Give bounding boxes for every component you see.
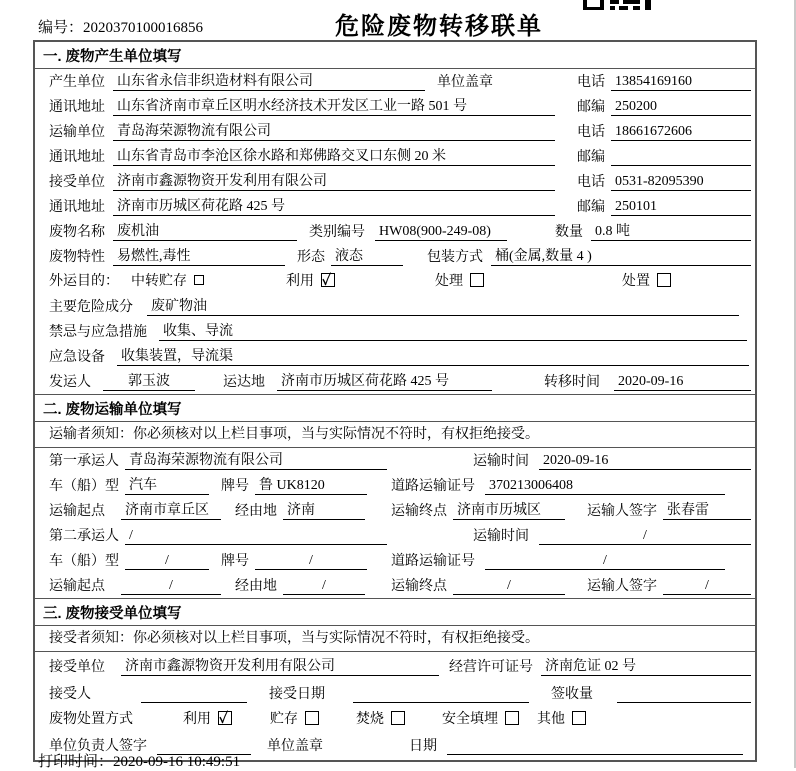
purpose-option-utilize [286, 270, 335, 290]
form-table [33, 40, 757, 762]
producer-value: 山东省永信非织造材料有限公司 [113, 70, 425, 91]
zip-label: 邮编 [577, 100, 605, 115]
phone-label: 电话 [577, 175, 605, 190]
checkbox-label: 利用 [286, 274, 314, 289]
disposal-method-row [35, 706, 755, 733]
checkbox-other-icon [572, 711, 586, 725]
second-carrier-row [35, 523, 755, 548]
sign-quantity-value [617, 686, 751, 703]
origin-value: 济南市章丘区 [121, 499, 221, 520]
checkbox-landfill-icon [505, 711, 519, 725]
date-label: 日期 [409, 739, 437, 754]
end-label: 运输终点 [391, 504, 447, 519]
origin-label: 运输起点 [49, 504, 105, 519]
waste-character-row [35, 244, 755, 269]
route-row-1 [35, 498, 755, 523]
checkbox-label: 处置 [622, 274, 650, 289]
transporter-address-row [35, 144, 755, 169]
vehicle-row-1 [35, 473, 755, 498]
second-carrier-value: / [125, 528, 387, 545]
business-license-label: 经营许可证号 [449, 660, 533, 675]
via-value: 济南 [283, 499, 365, 520]
phone-label: 电话 [577, 125, 605, 140]
address-value: 山东省济南市章丘区明水经济技术开发区工业一路 501 号 [113, 95, 555, 116]
end-value: 济南市历城区 [453, 499, 565, 520]
zip-value: 250200 [611, 99, 751, 116]
sign-quantity-label: 签收量 [551, 687, 593, 702]
waste-name-row [35, 219, 755, 244]
hazard-value: 废矿物油 [147, 295, 739, 316]
second-carrier-label: 第二承运人 [49, 529, 119, 544]
print-time-value: 2020-09-16 10:49:51 [113, 754, 241, 770]
hazard-label: 主要危险成分 [49, 300, 133, 315]
sender-row [35, 369, 755, 394]
purpose-row [35, 269, 755, 294]
zip-value: 250101 [611, 199, 751, 216]
checkbox-label: 中转贮存 [131, 274, 187, 289]
unit-seal-label: 单位盖章 [437, 75, 493, 90]
purpose-label: 外运目的： [49, 274, 119, 289]
disposal-option-incinerate [356, 708, 405, 728]
transport-time-label: 运输时间 [473, 529, 529, 544]
disposal-option-landfill [442, 708, 519, 728]
disposal-option-store [270, 708, 319, 728]
transport-time-label: 运输时间 [473, 454, 529, 469]
transporter-row [35, 119, 755, 144]
transport-time-value: 2020-09-16 [539, 453, 751, 470]
checkbox-label: 安全填埋 [442, 712, 498, 727]
via-value: / [283, 578, 365, 595]
leader-sign-label: 单位负责人签字 [49, 739, 147, 754]
date-value [447, 738, 743, 755]
equipment-value: 收集装置，导流渠 [117, 345, 749, 366]
taboo-label: 禁忌与应急措施 [49, 325, 147, 340]
quantity-value: 0.8 吨 [591, 220, 751, 241]
phone-value: 0531-82095390 [611, 174, 751, 191]
accept-person-value [141, 686, 247, 703]
transporter-label: 运输单位 [49, 125, 105, 140]
section3-heading: 三. 废物接受单位填写 [35, 598, 755, 626]
plate-value: / [255, 553, 367, 570]
receiver-notice: 接受者须知：你必须核对以上栏目事项，当与实际情况不符时，有权拒绝接受。 [35, 626, 755, 652]
zip-value [611, 149, 751, 166]
destination-label: 运达地 [223, 375, 265, 390]
phone-label: 电话 [577, 75, 605, 90]
purpose-option-transfer-storage [131, 270, 204, 290]
address-label: 通讯地址 [49, 100, 105, 115]
sender-label: 发运人 [49, 375, 91, 390]
category-label: 类别编号 [309, 225, 365, 240]
end-value: / [453, 578, 565, 595]
vehicle-type-value: 汽车 [125, 474, 209, 495]
destination-value: 济南市历城区荷花路 425 号 [277, 370, 492, 391]
checkbox-label: 贮存 [270, 712, 298, 727]
vehicle-row-2 [35, 548, 755, 573]
receiver-value: 济南市鑫源物资开发利用有限公司 [113, 170, 555, 191]
checkbox-label: 处理 [435, 274, 463, 289]
address-value: 山东省青岛市李沧区徐水路和郑佛路交叉口东侧 20 米 [113, 145, 555, 166]
road-license-label: 道路运输证号 [391, 554, 475, 569]
plate-value: 鲁 UK8120 [255, 474, 367, 495]
checkbox-dispose-icon [657, 273, 671, 287]
carrier-sign-value: 张春雷 [663, 499, 751, 520]
form-header [0, 0, 794, 40]
equipment-label: 应急设备 [49, 350, 105, 365]
transporter-notice: 运输者须知：你必须核对以上栏目事项，当与实际情况不符时，有权拒绝接受。 [35, 422, 755, 448]
serial-label: 编号： [38, 20, 84, 36]
print-time-label: 打印时间： [38, 754, 114, 770]
page-title: 危险废物转移联单 [335, 13, 543, 40]
checkbox-transfer-storage-icon [194, 275, 204, 285]
checkbox-incinerate-icon [391, 711, 405, 725]
first-carrier-row [35, 448, 755, 473]
business-license-value: 济南危证 02 号 [541, 655, 751, 676]
receiver-row [35, 169, 755, 194]
purpose-option-treat [435, 270, 484, 290]
checkbox-store-icon [305, 711, 319, 725]
producer-row [35, 69, 755, 94]
origin-value: / [121, 578, 221, 595]
sender-value: 郭玉波 [103, 370, 195, 391]
first-carrier-value: 青岛海荣源物流有限公司 [125, 449, 387, 470]
equipment-row [35, 344, 755, 369]
transfer-time-label: 转移时间 [544, 375, 600, 390]
checkbox-label: 焚烧 [356, 712, 384, 727]
phone-value: 13854169160 [611, 74, 751, 91]
accept-date-label: 接受日期 [269, 687, 325, 702]
serial-value: 2020370100016856 [83, 20, 204, 36]
checkbox-utilize-icon [218, 711, 232, 725]
vehicle-type-value: / [125, 553, 209, 570]
vehicle-type-label: 车（船）型 [49, 554, 119, 569]
transporter-value: 青岛海荣源物流有限公司 [113, 120, 555, 141]
road-license-label: 道路运输证号 [391, 479, 475, 494]
disposal-method-label: 废物处置方式 [49, 712, 133, 727]
checkbox-label: 其他 [537, 712, 565, 727]
section2-heading: 二. 废物运输单位填写 [35, 394, 755, 422]
character-value: 易燃性,毒性 [113, 245, 285, 266]
accept-unit-label: 接受单位 [49, 660, 105, 675]
form-value: 液态 [331, 245, 403, 266]
carrier-sign-label: 运输人签字 [587, 579, 657, 594]
qr-code-fragment-icon [583, 0, 653, 11]
packing-label: 包装方式 [427, 250, 483, 265]
via-label: 经由地 [235, 579, 277, 594]
road-license-value: / [485, 553, 725, 570]
producer-label: 产生单位 [49, 75, 105, 90]
zip-label: 邮编 [577, 200, 605, 215]
category-value: HW08(900-249-08) [375, 224, 507, 241]
form-label: 形态 [297, 250, 325, 265]
disposal-option-other [537, 708, 586, 728]
waste-name-label: 废物名称 [49, 225, 105, 240]
address-label: 通讯地址 [49, 150, 105, 165]
accept-person-label: 接受人 [49, 687, 91, 702]
road-license-value: 370213006408 [485, 478, 725, 495]
producer-address-row [35, 94, 755, 119]
accept-unit-value: 济南市鑫源物资开发利用有限公司 [121, 655, 439, 676]
end-label: 运输终点 [391, 579, 447, 594]
via-label: 经由地 [235, 504, 277, 519]
receiver-label: 接受单位 [49, 175, 105, 190]
plate-label: 牌号 [221, 479, 249, 494]
taboo-row [35, 319, 755, 344]
address-label: 通讯地址 [49, 200, 105, 215]
quantity-label: 数量 [555, 225, 583, 240]
accept-unit-row [35, 652, 755, 679]
packing-value: 桶(金属,数量 4 ) [491, 245, 751, 266]
route-row-2 [35, 573, 755, 598]
section1-heading: 一. 废物产生单位填写 [35, 42, 755, 69]
phone-value: 18661672606 [611, 124, 751, 141]
hazard-row [35, 294, 755, 319]
disposal-option-utilize [183, 708, 232, 728]
receiver-address-row [35, 194, 755, 219]
plate-label: 牌号 [221, 554, 249, 569]
checkbox-utilize-icon [321, 273, 335, 287]
carrier-sign-label: 运输人签字 [587, 504, 657, 519]
accept-date-value [353, 686, 529, 703]
origin-label: 运输起点 [49, 579, 105, 594]
accept-person-row [35, 679, 755, 706]
transfer-time-value: 2020-09-16 [614, 374, 751, 391]
checkbox-treat-icon [470, 273, 484, 287]
address-value: 济南市历城区荷花路 425 号 [113, 195, 555, 216]
waste-name-value: 废机油 [113, 220, 297, 241]
checkbox-label: 利用 [183, 712, 211, 727]
zip-label: 邮编 [577, 150, 605, 165]
transport-time-value: / [539, 528, 751, 545]
carrier-sign-value: / [663, 578, 751, 595]
taboo-value: 收集、导流 [159, 320, 747, 341]
purpose-option-dispose [622, 270, 671, 290]
vehicle-type-label: 车（船）型 [49, 479, 119, 494]
first-carrier-label: 第一承运人 [49, 454, 119, 469]
unit-seal-label: 单位盖章 [267, 739, 323, 754]
character-label: 废物特性 [49, 250, 105, 265]
